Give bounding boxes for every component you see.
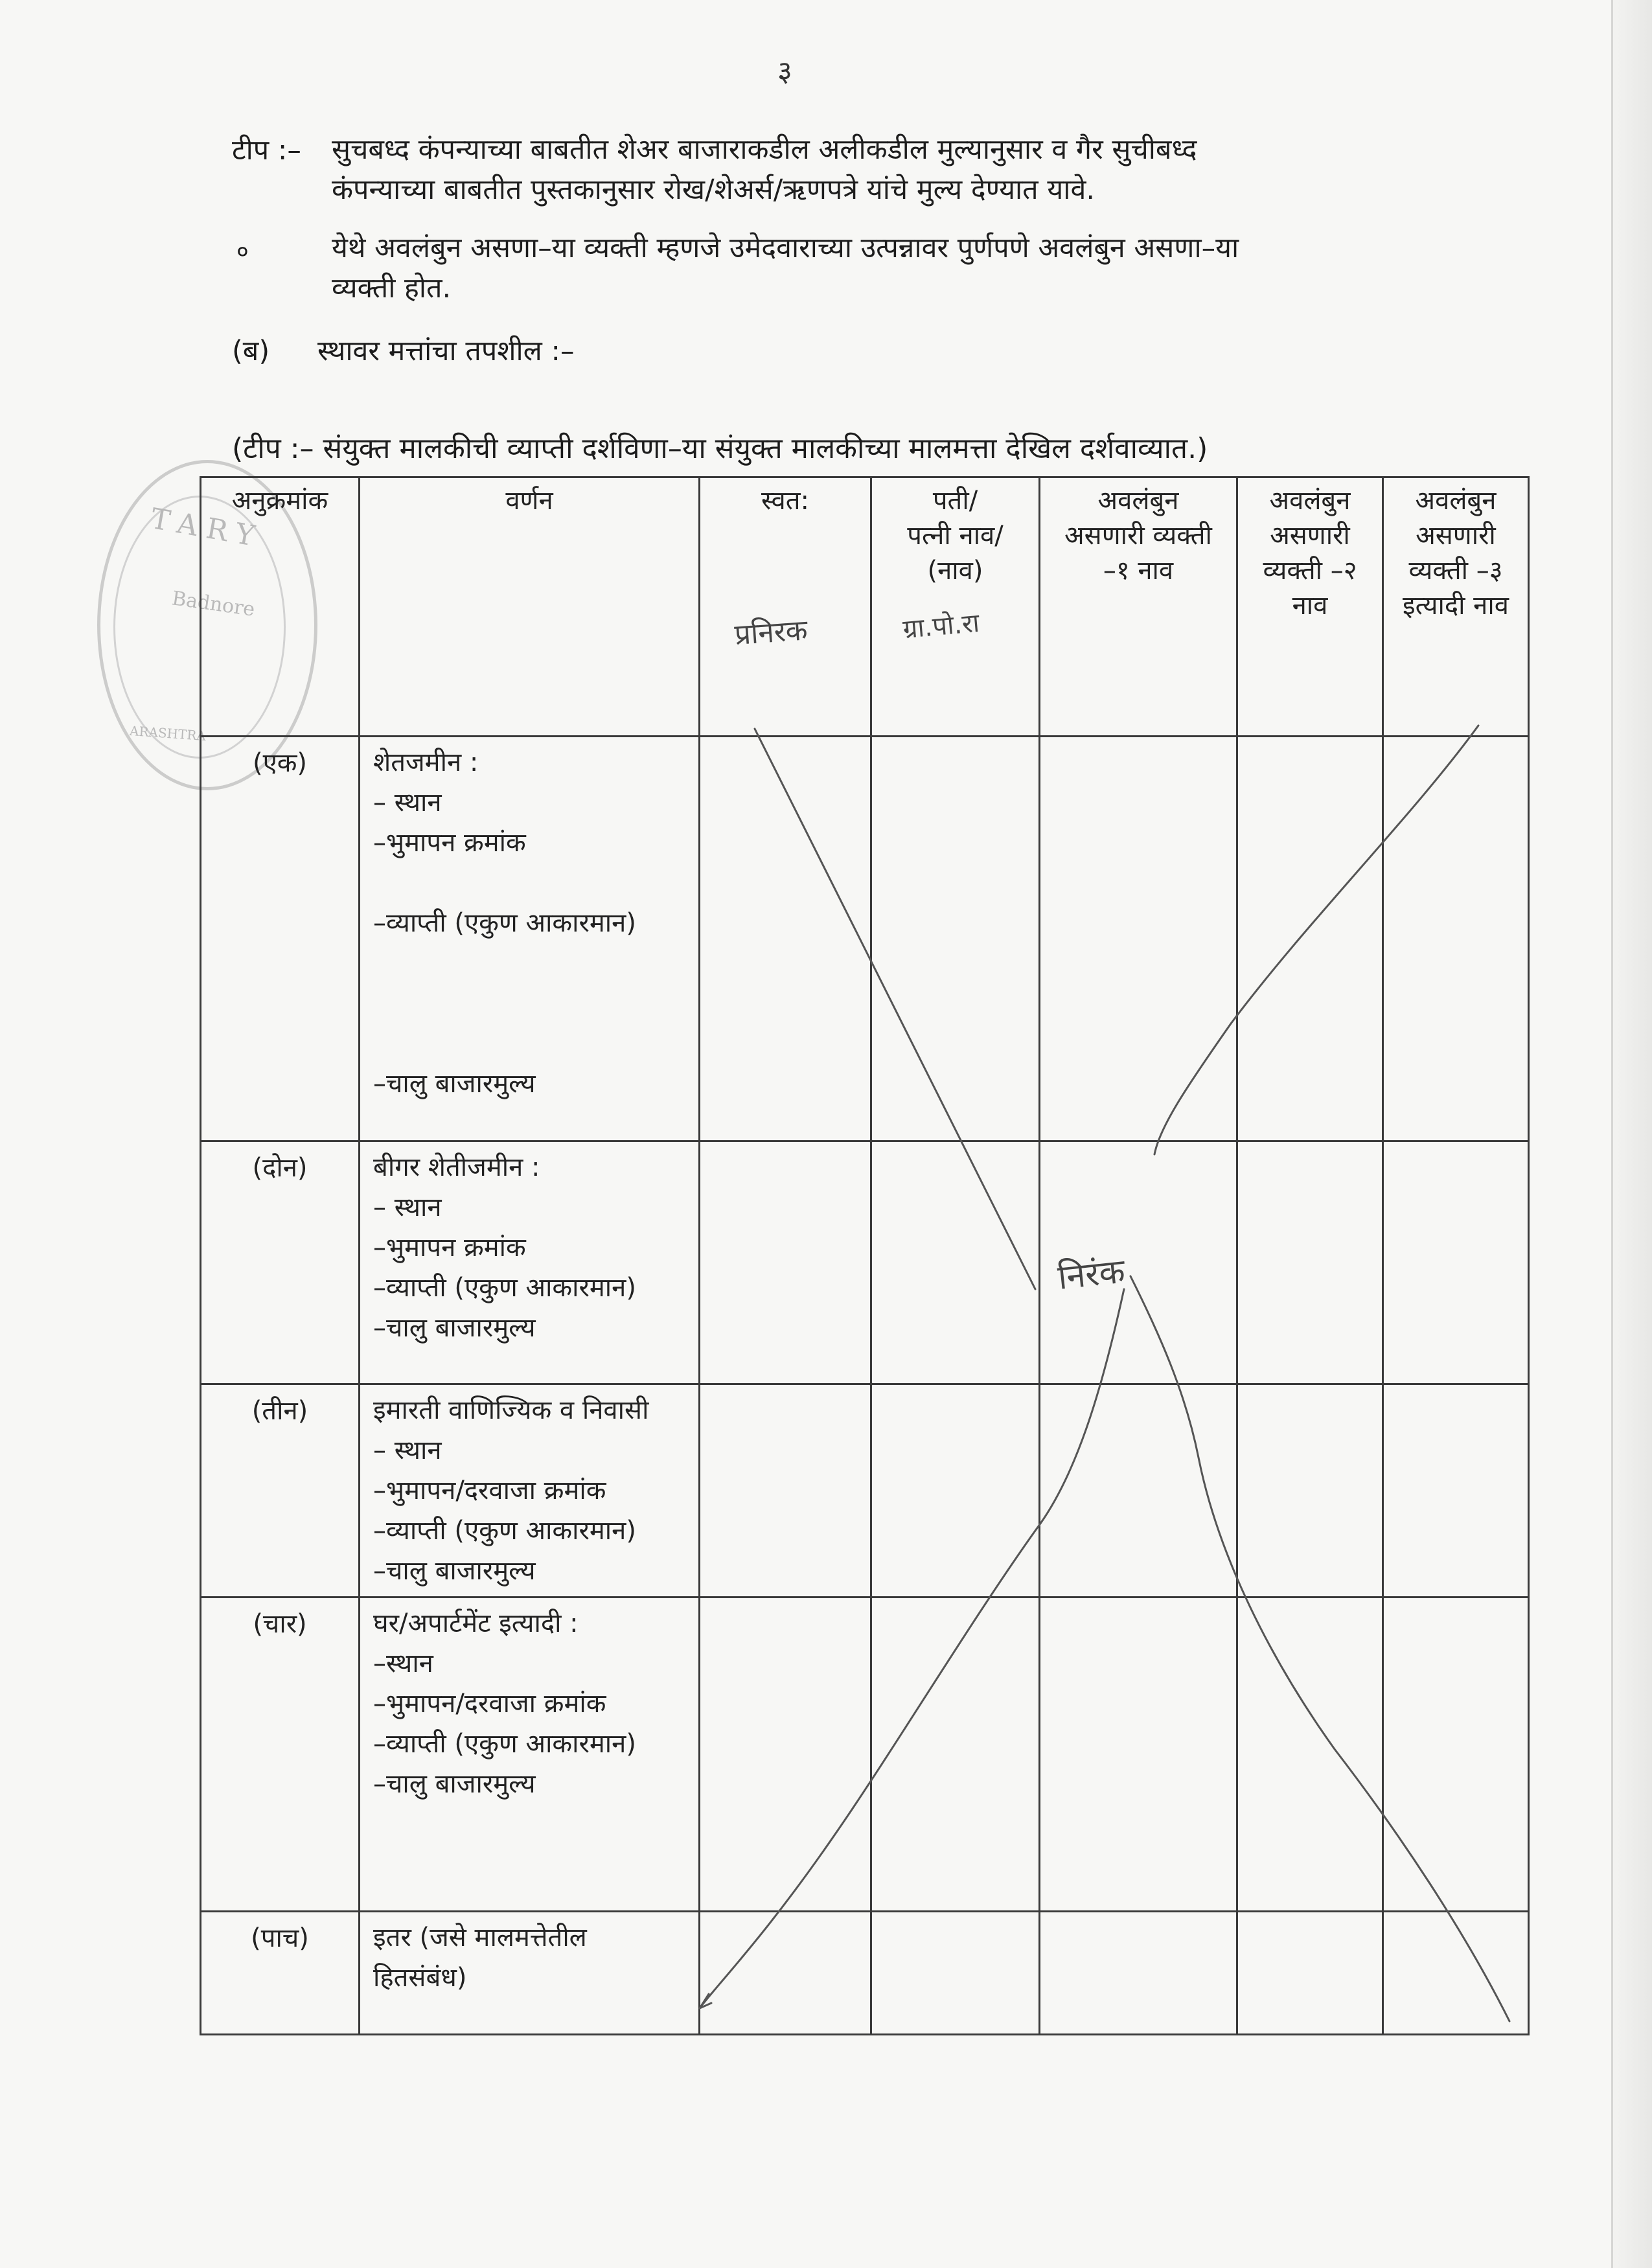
row-description [360,1912,700,2035]
stamp-state: ARASHTRA [129,722,207,744]
header-dep3-line: इत्यादी नाव [1403,591,1509,621]
row-description [360,1384,700,1598]
header-serial: अनुक्रमांक [201,477,360,737]
cell-self [700,737,871,1141]
cell-dependent-2 [1237,1598,1383,1912]
description-line: –भुमापन/दरवाजा क्रमांक [373,1689,606,1719]
header-dep3-line: व्यक्ती –३ [1408,556,1503,586]
bullet-mark: ० [236,238,249,265]
cell-dependent-2 [1237,1384,1383,1598]
row-number: (तीन) [201,1384,360,1598]
cell-spouse [871,1141,1040,1384]
cell-dependent-3 [1383,1141,1529,1384]
description-line: –भुमापन क्रमांक [373,1233,526,1263]
header-dependent-3 [1383,477,1529,737]
header-dependent-1 [1040,477,1237,737]
cell-dependent-1 [1040,1912,1237,2035]
dependent-note-line-1: येथे अवलंबुन असणा–या व्यक्ती म्हणजे उमेदवाराच्या उत्पन्नावर पुर्णपणे अवलंबुन असणा–या [332,232,1239,264]
header-dep2-line: अवलंबुन [1269,486,1351,516]
table-header-row [201,477,1529,737]
description-line: –चालु बाजारमुल्य [373,1069,536,1099]
description-line: –चालु बाजारमुल्य [373,1556,536,1586]
description-line: – स्थान [373,1436,442,1465]
cell-self [700,1912,871,2035]
cell-self [700,1598,871,1912]
cell-dependent-1 [1040,1141,1237,1384]
cell-dependent-3 [1383,1384,1529,1598]
row-number: (दोन) [201,1141,360,1384]
description-line: घर/अपार्टमेंट इत्यादी : [373,1609,579,1638]
header-dep2-line: व्यक्ती –२ [1263,556,1357,586]
cell-dependent-2 [1237,737,1383,1141]
header-dep2-line: असणारी [1270,521,1350,551]
description-line: –स्थान [373,1649,433,1678]
description-line: –चालु बाजारमुल्य [373,1769,536,1799]
cell-dependent-1 [1040,1384,1237,1598]
description-line: –व्याप्ती (एकुण आकारमान) [373,1729,636,1759]
table-row [201,1598,1529,1912]
header-description: वर्णन [360,477,700,737]
cell-self [700,1141,871,1384]
row-number: (चार) [201,1598,360,1912]
cell-dependent-3 [1383,737,1529,1141]
table-row [201,1912,1529,2035]
row-description [360,737,700,1141]
description-spacer [373,943,692,1064]
table-row [201,1141,1529,1384]
page-number: ३ [777,55,792,88]
cell-spouse [871,1598,1040,1912]
description-line: –व्याप्ती (एकुण आकारमान) [373,908,636,938]
cell-dependent-3 [1383,1598,1529,1912]
cell-self [700,1384,871,1598]
row-description [360,1598,700,1912]
description-line: –भुमापन क्रमांक [373,828,526,858]
stamp-text: TARY [148,502,266,555]
header-spouse-line: पत्नी नाव/ [907,521,1004,551]
cell-dependent-1 [1040,737,1237,1141]
description-line: इतर (जसे मालमत्तेतील [373,1923,587,1953]
handwritten-self: प्रनिरक [733,613,809,652]
section-title: स्थावर मत्तांचा तपशील :– [317,335,575,367]
row-number: (एक) [201,737,360,1141]
tip-label: टीप :– [232,134,301,166]
description-line: इमारती वाणिज्यिक व निवासी [373,1395,649,1425]
cell-dependent-2 [1237,1141,1383,1384]
header-dependent-2 [1237,477,1383,737]
tip-line-1: सुचबध्द कंपन्याच्या बाबतीत शेअर बाजाराकडील अलीकडील मुल्यानुसार व गैर सुचीबध्द [332,133,1197,166]
header-spouse [871,477,1040,737]
header-dep1-line: असणारी व्यक्ती [1064,521,1212,551]
description-line: – स्थान [373,788,442,818]
handwritten-nil: निरंक [1056,1252,1127,1298]
cell-spouse [871,1384,1040,1598]
description-line: – स्थान [373,1193,442,1222]
section-label: (ब) [232,335,270,367]
header-dep1-line: –१ नाव [1103,556,1174,586]
header-dep2-line: नाव [1292,591,1328,621]
row-number: (पाच) [201,1912,360,2035]
header-dep3-line: असणारी [1416,521,1496,551]
stamp-city: Badnore [170,587,257,621]
header-self [700,477,871,737]
description-line: हितसंबंध) [373,1963,467,1993]
tip-line-2: कंपन्याच्या बाबतीत पुस्तकानुसार रोख/शेअर्स/ऋणपत्रे यांचे मुल्य देण्यात यावे. [332,174,1096,206]
header-self-label: स्वत: [761,486,810,516]
description-line: –चालु बाजारमुल्य [373,1313,536,1343]
handwritten-spouse: ग्रा.पो.रा [901,608,981,645]
description-line: –भुमापन/दरवाजा क्रमांक [373,1476,606,1506]
description-line: शेतजमीन : [373,748,479,777]
header-spouse-line: (नाव) [927,556,983,586]
cell-dependent-2 [1237,1912,1383,2035]
row-description [360,1141,700,1384]
header-dep1-line: अवलंबुन [1097,486,1179,516]
cell-spouse [871,1912,1040,2035]
cell-dependent-3 [1383,1912,1529,2035]
immovable-assets-table [200,476,1530,2035]
table-row [201,1384,1529,1598]
cell-spouse [871,737,1040,1141]
cell-dependent-1 [1040,1598,1237,1912]
dependent-note-line-2: व्यक्ती होत. [332,272,452,304]
joint-ownership-note: (टीप :– संयुक्त मालकीची व्याप्ती दर्शविणा–या संयुक्त मालकीच्या मालमत्ता देखिल दर्शवाव्यात.) [232,432,1208,465]
header-spouse-line: पती/ [932,486,978,516]
description-line: –व्याप्ती (एकुण आकारमान) [373,1516,636,1546]
page-edge-shadow [1611,0,1652,2268]
header-dep3-line: अवलंबुन [1415,486,1497,516]
description-line: –व्याप्ती (एकुण आकारमान) [373,1273,636,1303]
description-spacer [373,863,692,903]
description-line: बीगर शेतीजमीन : [373,1152,540,1182]
table-row [201,737,1529,1141]
